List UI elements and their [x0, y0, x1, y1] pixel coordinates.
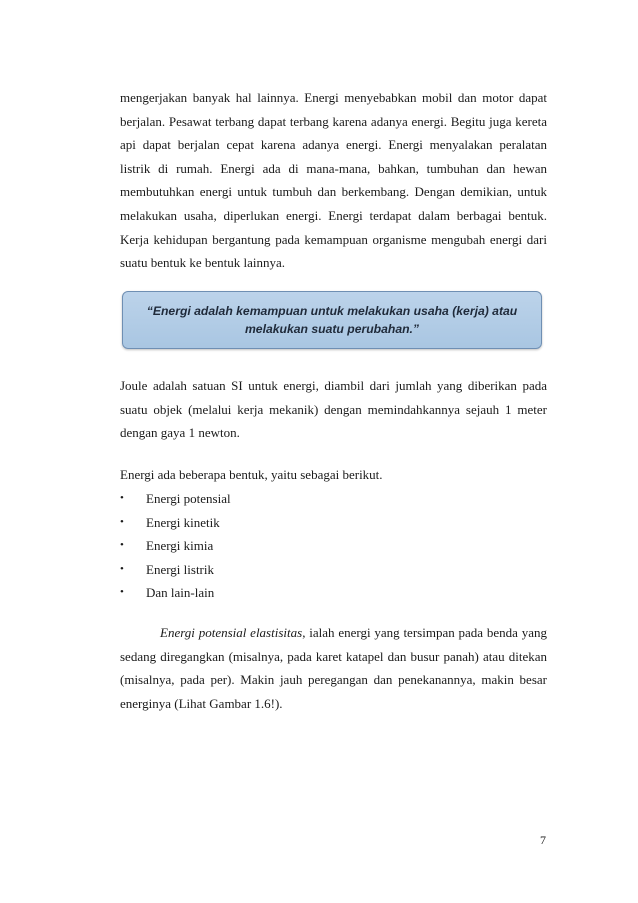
- paragraph4-body: , ialah energi yang tersimpan pada benda yang sedang diregangkan (misalnya, pada karet katapel dan busur panah) atau ditekan (misalnya, pada per). Makin jauh peregangan dan penekanannya, makin besar energinya (Lihat Gambar 1.6!).: [120, 625, 547, 711]
- paragraph-energy-uses: mengerjakan banyak hal lainnya. Energi menyebabkan mobil dan motor dapat berjalan. Pesawat terbang dapat terbang karena adanya energi. Begitu juga kereta api dapat berjalan cepat karena adanya energi. Energi menyalakan peralatan listrik di rumah. Energi ada di mana-mana, bahkan, tumbuhan dan hewan membutuhkan energi untuk tumbuh dan berkembang. Dengan demikian, untuk melakukan usaha, diperlukan energi. Energi terdapat dalam berbagai bentuk. Kerja kehidupan bergantung pada kemampuan organisme mengubah energi dari suatu bentuk ke bentuk lainnya.: [120, 90, 547, 271]
- list-item: [120, 581, 547, 605]
- quote-line-2: melakukan suatu perubahan.”: [244, 322, 420, 336]
- list-item-text: Energi kimia: [146, 538, 214, 554]
- list-item: [120, 511, 547, 535]
- bullet-icon: •: [120, 562, 124, 575]
- bullet-icon: •: [120, 586, 124, 599]
- list-item: [120, 534, 547, 558]
- list-item: [120, 558, 547, 582]
- definition-callout-box: [122, 291, 542, 349]
- list-item-text: Energi kinetik: [146, 514, 220, 530]
- quote-line-1: “Energi adalah kemampuan untuk melakukan usaha (kerja) atau: [146, 304, 518, 318]
- energy-definition-quote: [142, 302, 522, 338]
- bullet-icon: •: [120, 515, 124, 528]
- bullet-icon: •: [120, 492, 124, 504]
- paragraph-energy-forms-intro: Energi ada beberapa bentuk, yaitu sebagai berikut.: [120, 467, 383, 482]
- paragraph-joule-definition: Joule adalah satuan SI untuk energi, diambil dari jumlah yang diberikan pada suatu objek (melalui kerja mekanik) dengan memindahkannya sejauh 1 meter dengan gaya 1 newton.: [120, 378, 547, 441]
- term-elastic-potential-energy: Energi potensial elastisitas: [160, 625, 303, 640]
- energy-forms-list: [120, 487, 547, 605]
- bullet-icon: •: [120, 539, 124, 552]
- list-item: [120, 487, 547, 511]
- paragraph-elastic-potential-energy: [120, 621, 547, 715]
- list-item-text: Energi potensial: [146, 491, 231, 506]
- list-item-text: Energi listrik: [146, 561, 215, 577]
- list-item-text: Dan lain-lain: [146, 585, 215, 601]
- page-number: 7: [540, 833, 546, 847]
